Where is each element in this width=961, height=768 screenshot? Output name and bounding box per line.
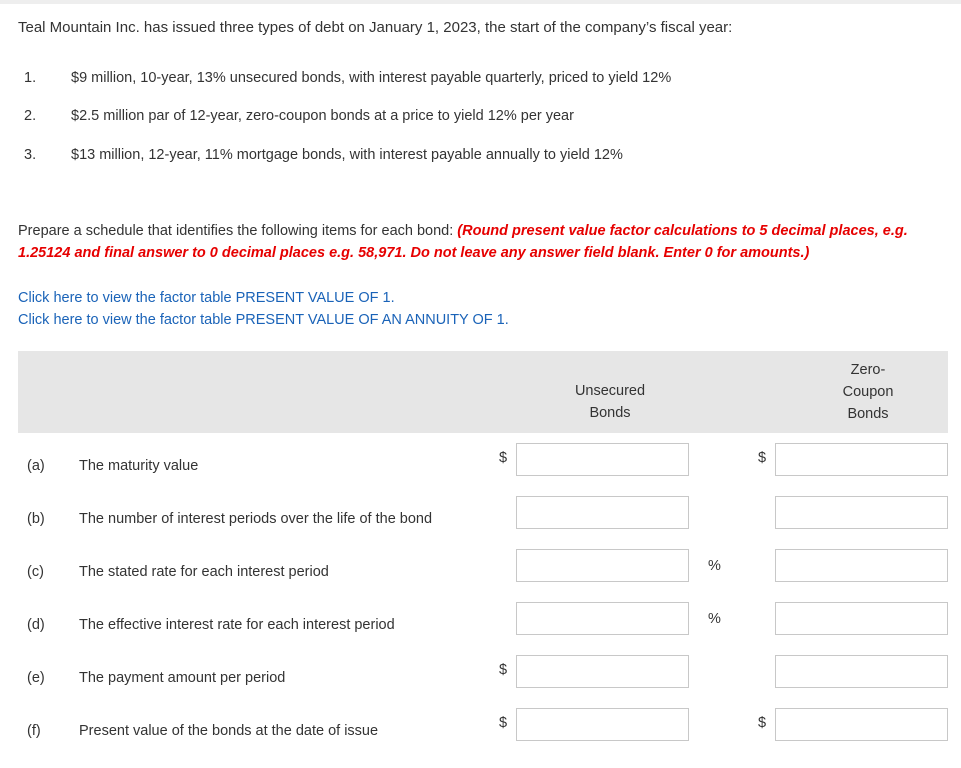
percent-symbol: % — [708, 558, 721, 574]
column-header-line: Coupon — [842, 384, 894, 400]
row-letter: (f) — [27, 723, 41, 739]
row-label-stated-rate: The stated rate for each interest period — [79, 564, 329, 580]
currency-symbol: $ — [758, 450, 767, 466]
column-header-zero-coupon — [808, 359, 928, 425]
instructions-rounding-note: (Round present value factor calculations to 5 decimal places, e.g. 1.25124 and final answer to 0 decimal places e.g. 58,971. Do not leave any answer field blank. Enter 0 for amounts.) — [18, 223, 908, 261]
currency-symbol: $ — [499, 662, 508, 678]
top-divider — [0, 0, 961, 4]
debt-item-text: $9 million, 10-year, 13% unsecured bonds, with interest payable quarterly, priced to yield 12% — [71, 70, 672, 86]
row-label-present-value: Present value of the bonds at the date of issue — [79, 723, 379, 739]
column-header-line: Zero- — [850, 362, 886, 378]
debt-item-text: $13 million, 12-year, 11% mortgage bonds, with interest payable annually to yield 12% — [71, 147, 623, 163]
debt-item-number: 2. — [24, 108, 37, 124]
row-letter: (d) — [27, 617, 45, 633]
percent-symbol: % — [708, 611, 721, 627]
row-letter: (a) — [27, 458, 45, 474]
pv-of-1-link[interactable]: Click here to view the factor table PRESENT VALUE OF 1. — [18, 290, 395, 306]
debt-item-number: 1. — [24, 70, 37, 86]
unsecured-effective-rate-input[interactable] — [516, 602, 689, 635]
debt-item-number: 3. — [24, 147, 37, 163]
currency-symbol: $ — [758, 715, 767, 731]
zero-coupon-maturity-value-input[interactable] — [775, 443, 948, 476]
instructions-lead: Prepare a schedule that identifies the following items for each bond: — [18, 223, 458, 239]
debt-item-text: $2.5 million par of 12-year, zero-coupon bonds at a price to yield 12% per year — [71, 108, 574, 124]
column-header-line: Bonds — [589, 405, 631, 421]
row-label-maturity-value: The maturity value — [79, 458, 199, 474]
unsecured-stated-rate-input[interactable] — [516, 549, 689, 582]
row-label-payment-amount: The payment amount per period — [79, 670, 286, 686]
unsecured-maturity-value-input[interactable] — [516, 443, 689, 476]
column-header-line: Bonds — [847, 406, 889, 422]
zero-coupon-stated-rate-input[interactable] — [775, 549, 948, 582]
factor-table-links — [18, 287, 509, 331]
unsecured-present-value-input[interactable] — [516, 708, 689, 741]
column-header-unsecured — [550, 380, 670, 424]
unsecured-payment-amount-input[interactable] — [516, 655, 689, 688]
row-label-interest-periods: The number of interest periods over the life of the bond — [79, 511, 433, 527]
unsecured-interest-periods-input[interactable] — [516, 496, 689, 529]
currency-symbol: $ — [499, 450, 508, 466]
zero-coupon-payment-amount-input[interactable] — [775, 655, 948, 688]
zero-coupon-effective-rate-input[interactable] — [775, 602, 948, 635]
row-letter: (c) — [27, 564, 44, 580]
instructions — [18, 220, 948, 264]
zero-coupon-interest-periods-input[interactable] — [775, 496, 948, 529]
column-header-line: Unsecured — [574, 383, 646, 399]
row-letter: (b) — [27, 511, 45, 527]
row-label-effective-rate: The effective interest rate for each interest period — [79, 617, 395, 633]
problem-intro: Teal Mountain Inc. has issued three types of debt on January 1, 2023, the start of the company’s fiscal year: — [18, 19, 733, 36]
currency-symbol: $ — [499, 715, 508, 731]
row-letter: (e) — [27, 670, 45, 686]
zero-coupon-present-value-input[interactable] — [775, 708, 948, 741]
table-header — [18, 351, 948, 433]
pv-annuity-link[interactable]: Click here to view the factor table PRESENT VALUE OF AN ANNUITY OF 1. — [18, 312, 509, 328]
